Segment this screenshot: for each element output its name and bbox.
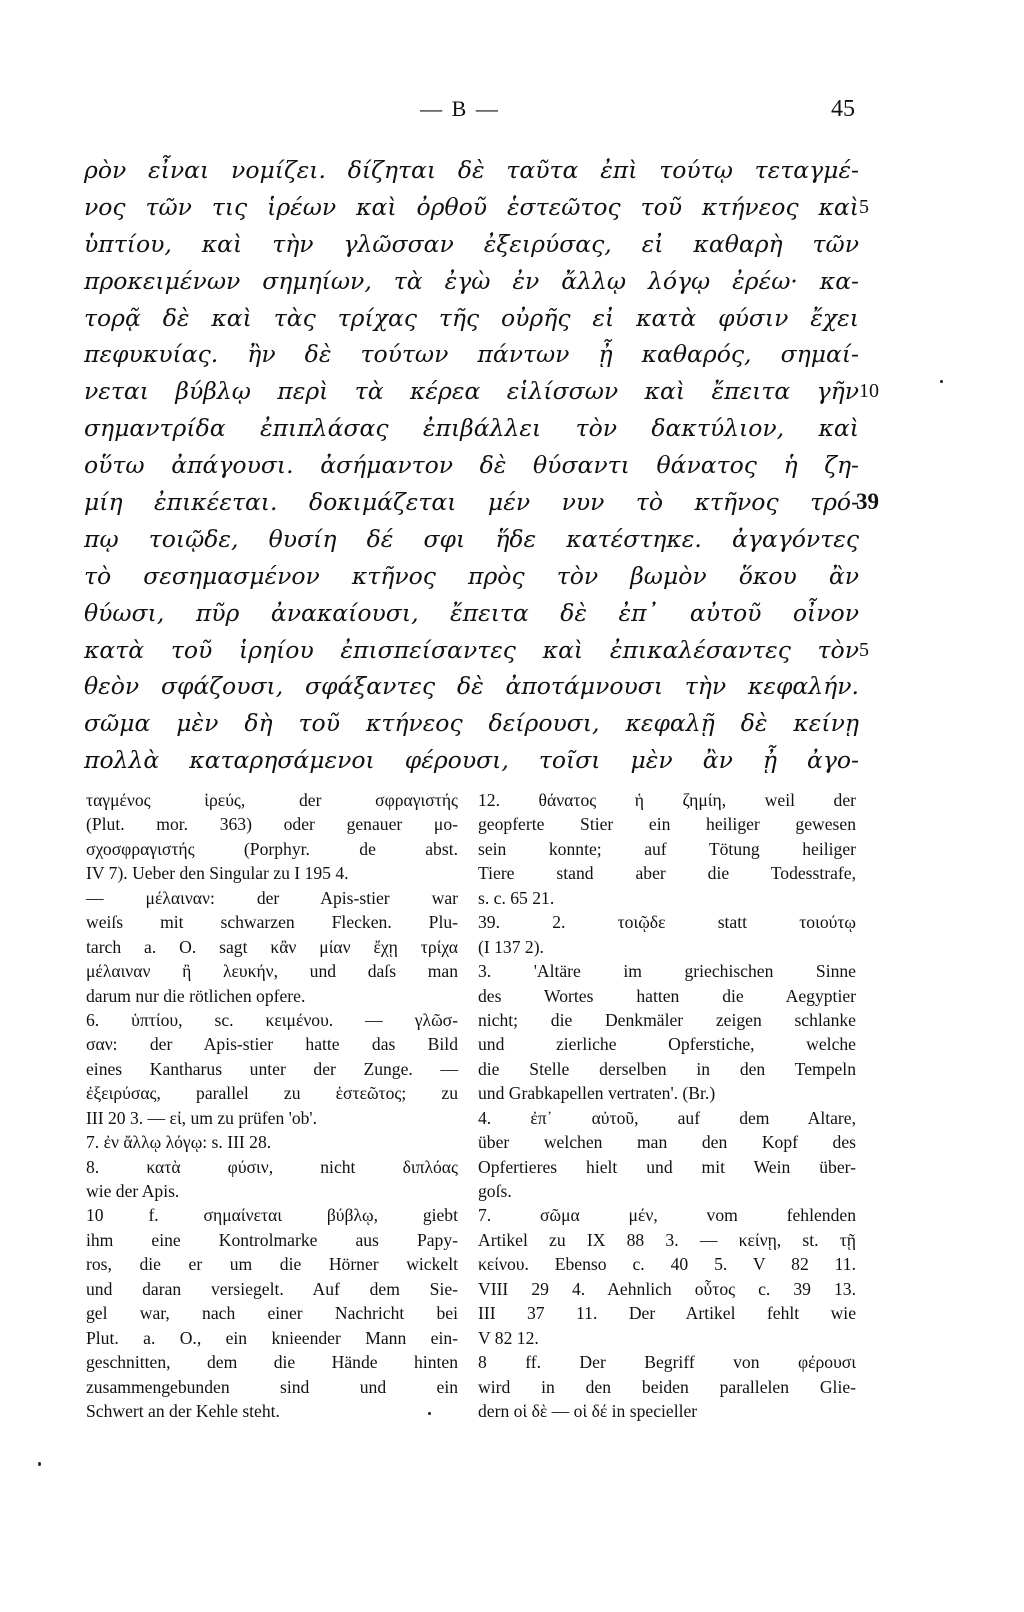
commentary-line: sein konnte; auf Tötung heiliger [478,838,856,859]
commentary-line: (Plut. mor. 363) oder genauer μο- [86,814,458,835]
commentary-line: 12. θάνατος ἡ ζημίη, weil der [478,790,856,810]
commentary-line: VIII 29 4. Aehnlich οὗτος c. 39 13. [478,1278,856,1299]
commentary-line: zusammengebunden sind und ein [86,1376,458,1397]
commentary-line: V 82 12. [478,1327,539,1348]
commentary-line: wie der Apis. [86,1181,180,1201]
margin-line-number: 10 [859,380,879,403]
commentary-line: Plut. a. O., ein knieender Mann ein- [86,1327,458,1348]
commentary-line: σχοσφραγιστής (Porphyr. de abst. [86,838,458,859]
commentary-line: dern οἱ δὲ — οἱ δέ in specieller [478,1400,698,1421]
commentary-line: und daran versiegelt. Auf dem Sie- [86,1278,458,1299]
commentary-line: 7. σῶμα μέν, vom fehlenden [478,1205,856,1226]
commentary-line: IV 7). Ueber den Singular zu I 195 4. [86,863,349,884]
commentary-line: 7. ἐν ἄλλῳ λόγῳ: s. III 28. [86,1132,272,1153]
margin-line-number: 39 [856,489,879,515]
greek-text-line: τορᾷ δὲ καὶ τὰς τρίχας τῆς οὐρῆς εἰ κατὰ φύσιν ἔχει [84,303,859,332]
commentary-line: 6. ὑπτίου, sc. κειμένου. — γλῶσ- [86,1009,458,1030]
commentary-line: ihm eine Kontrolmarke aus Papy- [86,1229,458,1250]
greek-main-text [84,152,879,779]
greek-text-line: μίη ἐπικέεται. δοκιμάζεται μέν νυν τὸ κτῆνος τρό- 39 [84,484,859,521]
commentary-line: 3. 'Altäre im griechischen Sinne [478,961,856,982]
greek-text-line: τὸ σεσημασμένον κτῆνος πρὸς τὸν βωμὸν ὅκου ἂν [84,561,859,590]
commentary-left-column [86,788,458,1423]
margin-line-number: 5 [859,638,869,661]
greek-text-line: πῳ τοιῷδε, θυσίη δέ σφι ἥδε κατέστηκε. ἀγαγόντες [84,524,859,553]
commentary-line: Artikel zu IX 88 3. — κείνῃ, st. τῇ [478,1229,856,1250]
commentary-line: 8 ff. Der Begriff von φέρουσι [478,1352,856,1373]
margin-line-number: 5 [859,195,869,218]
commentary-line: des Wortes hatten die Aegyptier [478,985,856,1006]
commentary-line: Opfertieres hielt und mit Wein über- [478,1156,856,1177]
commentary-line: III 37 11. Der Artikel fehlt wie [478,1303,856,1324]
commentary-line: gel war, nach einer Nachricht bei [86,1303,458,1324]
greek-text-line: οὕτω ἀπάγουσι. ἀσήμαντον δὲ θύσαντι θάνατος ἡ ζη- [84,451,859,480]
print-speck [38,1462,41,1466]
commentary-line: 4. ἐπ᾿ αὐτοῦ, auf dem Altare, [478,1107,856,1128]
commentary-line: wird in den beiden parallelen Glie- [478,1376,856,1397]
greek-text-line: θεὸν σφάζουσι, σφάξαντες δὲ ἀποτάμνουσι τὴν κεφαλήν. [84,672,859,701]
greek-text-line: πεφυκυίας. ἢν δὲ τούτων πάντων ᾖ καθαρός, σημαί- [84,340,859,369]
commentary-line: nicht; die Denkmäler zeigen schlanke [478,1009,856,1030]
greek-text-line: νος τῶν τις ἱρέων καὶ ὀρθοῦ ἑστεῶτος τοῦ κτήνεος καὶ 5 [84,189,859,226]
greek-text-line: θύωσι, πῦρ ἀνακαίουσι, ἔπειτα δὲ ἐπ᾿ αὐτοῦ οἶνον [84,598,859,627]
greek-text-line: κατὰ τοῦ ἱρηίου ἐπισπείσαντες καὶ ἐπικαλέσαντες τὸν 5 [84,632,859,669]
commentary-line: Tiere stand aber die Todesstrafe, [478,863,856,884]
commentary-right-column [478,788,856,1423]
greek-text-line: νεται βύβλῳ περὶ τὰ κέρεα εἱλίσσων καὶ ἔπειτα γῆν 10 [84,373,859,410]
greek-text-line: σημαντρίδα ἐπιπλάσας ἐπιβάλλει τὸν δακτύλιον, καὶ [84,414,859,443]
commentary-line: σαν: der Apis-stier hatte das Bild [86,1034,458,1055]
commentary-line: s. c. 65 21. [478,887,555,908]
commentary-line: III 20 3. — εἰ, um zu prüfen 'ob'. [86,1107,318,1128]
commentary-line: und zierliche Opferstiche, welche [478,1034,856,1055]
commentary-line: tarch a. O. sagt κἂν μίαν ἔχῃ τρίχα [86,936,458,957]
commentary-line: 39. 2. τοιῷδε statt τοιούτῳ [478,912,856,933]
commentary-line: geschnitten, dem die Hände hinten [86,1352,458,1373]
commentary-line: goſs. [478,1181,512,1201]
commentary-line: Schwert an der Kehle steht. [86,1400,280,1421]
commentary-line: ταγμένος ἱρεύς, der σφραγιστής [86,790,458,810]
commentary-line: und Grabkapellen vertraten'. (Br.) [478,1083,716,1104]
commentary-line: die Stelle derselben in den Tempeln [478,1058,856,1079]
greek-text-line: ὑπτίου, καὶ τὴν γλῶσσαν ἐξειρύσας, εἰ καθαρὴ τῶν [84,229,859,258]
commentary-line: ἐξειρύσας, parallel zu ἑστεῶτος; zu [86,1083,458,1104]
commentary-line: — μέλαιναν: der Apis-stier war [86,887,458,908]
page-number: 45 [831,96,855,122]
greek-text-line: προκειμένων σημηίων, τὰ ἐγὼ ἐν ἄλλῳ λόγῳ ἐρέω· κα- [84,266,859,295]
commentary-line: darum nur die rötlichen opfere. [86,985,306,1006]
commentary-line: 10 f. σημαίνεται βύβλῳ, giebt [86,1205,458,1226]
commentary-line: (I 137 2). [478,936,544,957]
signature-mark: — B — [420,96,500,121]
commentary-line: eines Kantharus unter der Zunge. — [86,1058,458,1079]
greek-text-line: πολλὰ καταρησάμενοι φέρουσι, τοῖσι μὲν ἂν ᾖ ἀγο- [84,746,859,775]
greek-text-line: σῶμα μὲν δὴ τοῦ κτήνεος δείρουσι, κεφαλῇ δὲ κείνῃ [84,709,859,738]
commentary-line: geopferte Stier ein heiliger gewesen [478,814,856,835]
commentary-line: über welchen man den Kopf des [478,1132,856,1153]
commentary-line: κείνου. Ebenso c. 40 5. V 82 11. [478,1254,856,1275]
commentary-line: μέλαιναν ἢ λευκήν, und daſs man [86,961,458,982]
print-speck [428,1412,431,1415]
commentary-line: 8. κατὰ φύσιν, nicht διπλόας [86,1156,458,1177]
print-speck [940,380,943,383]
commentary-line: weiſs mit schwarzen Flecken. Plu- [86,912,458,933]
greek-text-line: ρὸν εἶναι νομίζει. δίζηται δὲ ταῦτα ἐπὶ τούτῳ τεταγμέ- [84,156,859,184]
commentary-line: ros, die er um die Hörner wickelt [86,1254,458,1275]
